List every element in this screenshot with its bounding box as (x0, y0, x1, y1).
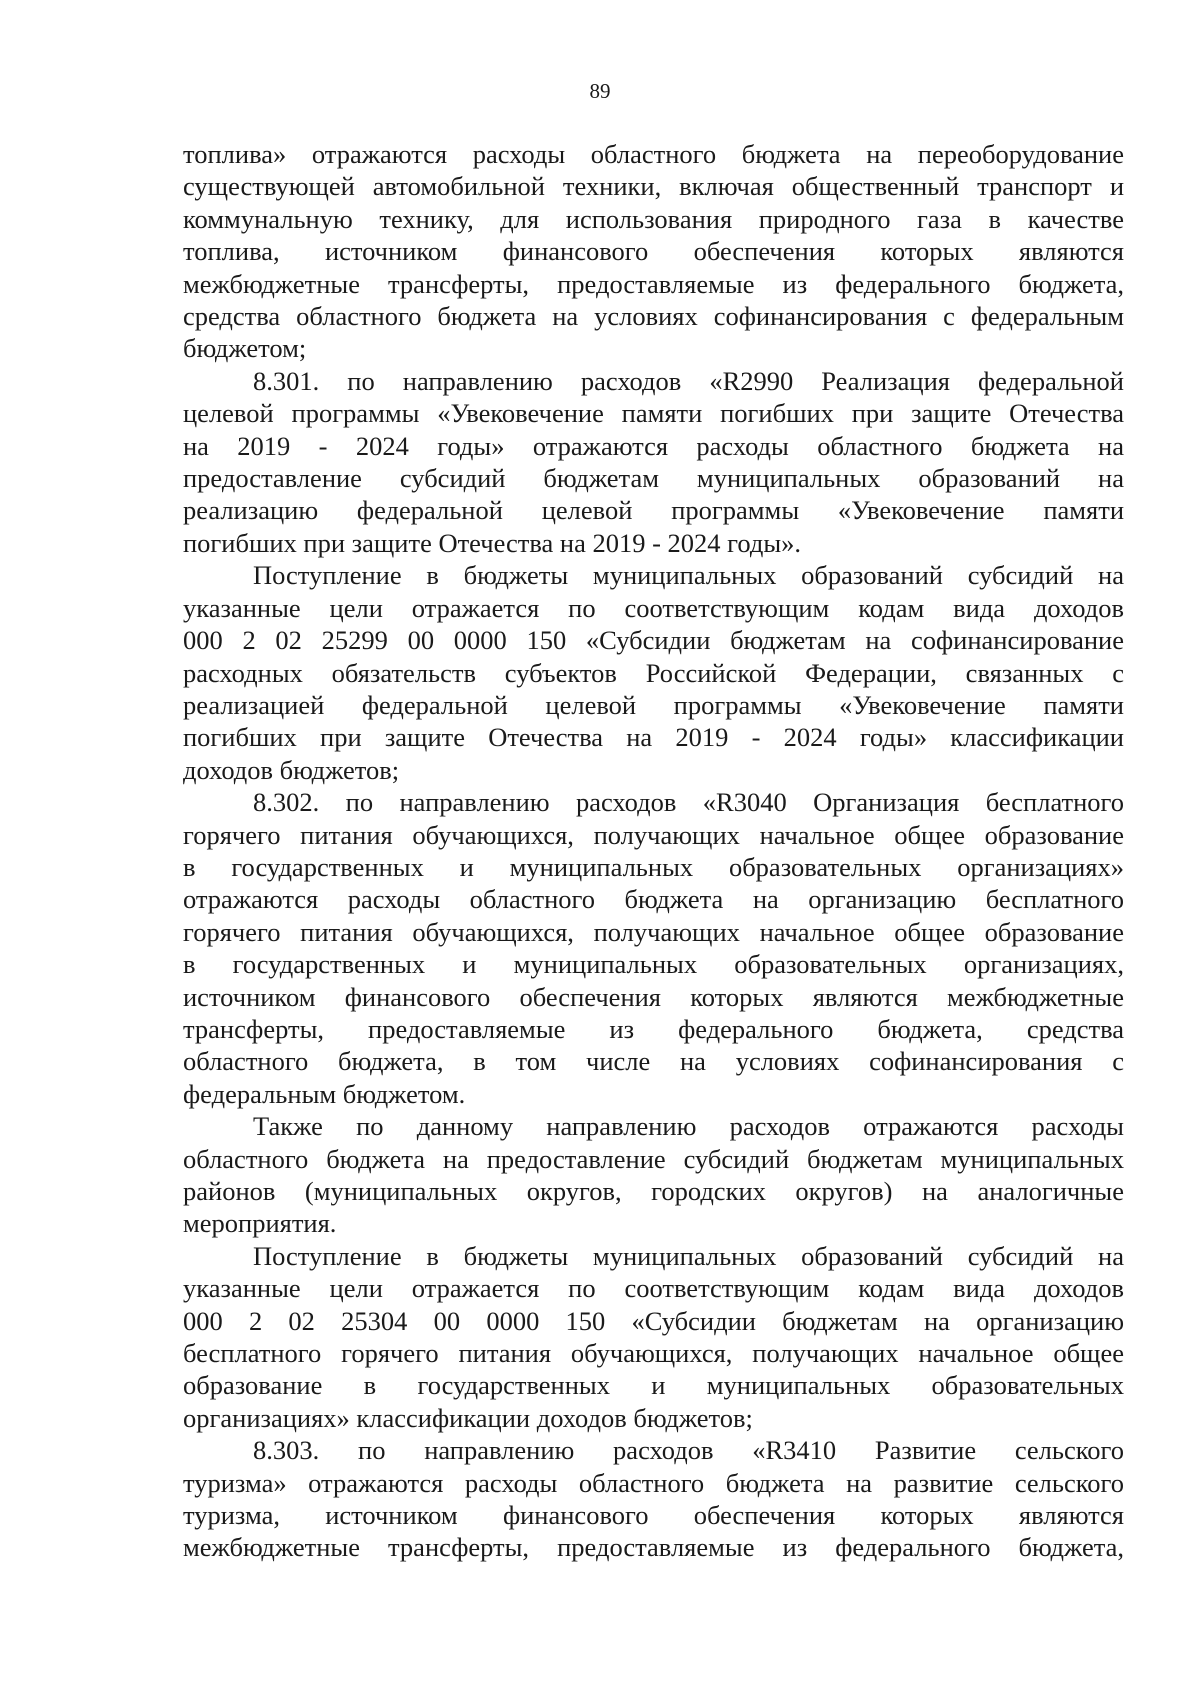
text-line: целевой программы «Увековечение памяти погибших при защите Отечества (183, 398, 1124, 429)
text-line: трансферты, предоставляемые из федерального бюджета, средства (183, 1013, 1124, 1044)
text-line: организациях» классификации доходов бюджетов; (183, 1402, 753, 1433)
text-line: коммунальную технику, для использования природного газа в качестве (183, 203, 1124, 234)
document-body (183, 138, 1124, 1564)
text-line: образование в государственных и муниципальных образовательных (183, 1370, 1124, 1401)
text-line: реализацию федеральной целевой программы «Увековечение памяти (183, 495, 1124, 526)
text-line: в государственных и муниципальных образовательных организациях, (183, 949, 1124, 980)
text-line: туризма» отражаются расходы областного бюджета на развитие сельского (183, 1467, 1124, 1498)
text-line: предоставление субсидий бюджетам муниципальных образований на (183, 463, 1124, 494)
text-line: расходных обязательств субъектов Российской Федерации, связанных с (183, 657, 1124, 688)
text-line: горячего питания обучающихся, получающих начальное общее образование (183, 819, 1124, 850)
text-line: отражаются расходы областного бюджета на организацию бесплатного (183, 884, 1124, 915)
text-line: мероприятия. (183, 1208, 337, 1239)
text-line: реализацией федеральной целевой программы «Увековечение памяти (183, 689, 1124, 720)
text-line: топлива» отражаются расходы областного бюджета на переоборудование (183, 139, 1124, 169)
text-line: 8.302. по направлению расходов «R3040 Организация бесплатного (253, 787, 1124, 818)
text-line: погибших при защите Отечества на 2019 - 2024 годы». (183, 527, 802, 558)
text-line: бюджетом; (183, 333, 307, 364)
text-line: 8.301. по направлению расходов «R2990 Реализация федеральной (253, 365, 1124, 396)
text-line: межбюджетные трансферты, предоставляемые из федерального бюджета, (183, 268, 1124, 299)
text-line: доходов бюджетов; (183, 754, 400, 785)
text-line: областного бюджета на предоставление субсидий бюджетам муниципальных (183, 1143, 1124, 1174)
text-line: федеральным бюджетом. (183, 1078, 466, 1109)
text-line: 000 2 02 25299 00 0000 150 «Субсидии бюджетам на софинансирование (183, 625, 1124, 656)
text-line: Также по данному направлению расходов отражаются расходы (253, 1111, 1124, 1142)
text-line: указанные цели отражается по соответствующим кодам вида доходов (183, 592, 1124, 623)
text-line: бесплатного горячего питания обучающихся, получающих начальное общее (183, 1338, 1124, 1369)
text-line: туризма, источником финансового обеспечения которых являются (183, 1500, 1124, 1531)
text-line: областного бюджета, в том числе на условиях софинансирования с (183, 1046, 1124, 1077)
text-line: горячего питания обучающихся, получающих начальное общее образование (183, 916, 1124, 947)
text-line: 000 2 02 25304 00 0000 150 «Субсидии бюджетам на организацию (183, 1305, 1124, 1336)
text-line: в государственных и муниципальных образовательных организациях» (183, 851, 1124, 882)
text-line: источником финансового обеспечения которых являются межбюджетные (183, 981, 1124, 1012)
text-line: 8.303. по направлению расходов «R3410 Развитие сельского (253, 1435, 1124, 1466)
text-line: топлива, источником финансового обеспечения которых являются (183, 236, 1124, 267)
text-line: межбюджетные трансферты, предоставляемые из федерального бюджета, (183, 1532, 1124, 1563)
text-line: существующей автомобильной техники, включая общественный транспорт и (183, 171, 1124, 202)
text-line: средства областного бюджета на условиях софинансирования с федеральным (183, 301, 1124, 332)
text-line: погибших при защите Отечества на 2019 - 2024 годы» классификации (183, 722, 1124, 753)
text-line: указанные цели отражается по соответствующим кодам вида доходов (183, 1273, 1124, 1304)
text-line: Поступление в бюджеты муниципальных образований субсидий на (253, 560, 1124, 591)
text-line: районов (муниципальных округов, городских округов) на аналогичные (183, 1176, 1124, 1206)
text-line: на 2019 - 2024 годы» отражаются расходы областного бюджета на (183, 430, 1124, 461)
text-line: Поступление в бюджеты муниципальных образований субсидий на (253, 1240, 1124, 1271)
page-number: 89 (589, 79, 611, 103)
